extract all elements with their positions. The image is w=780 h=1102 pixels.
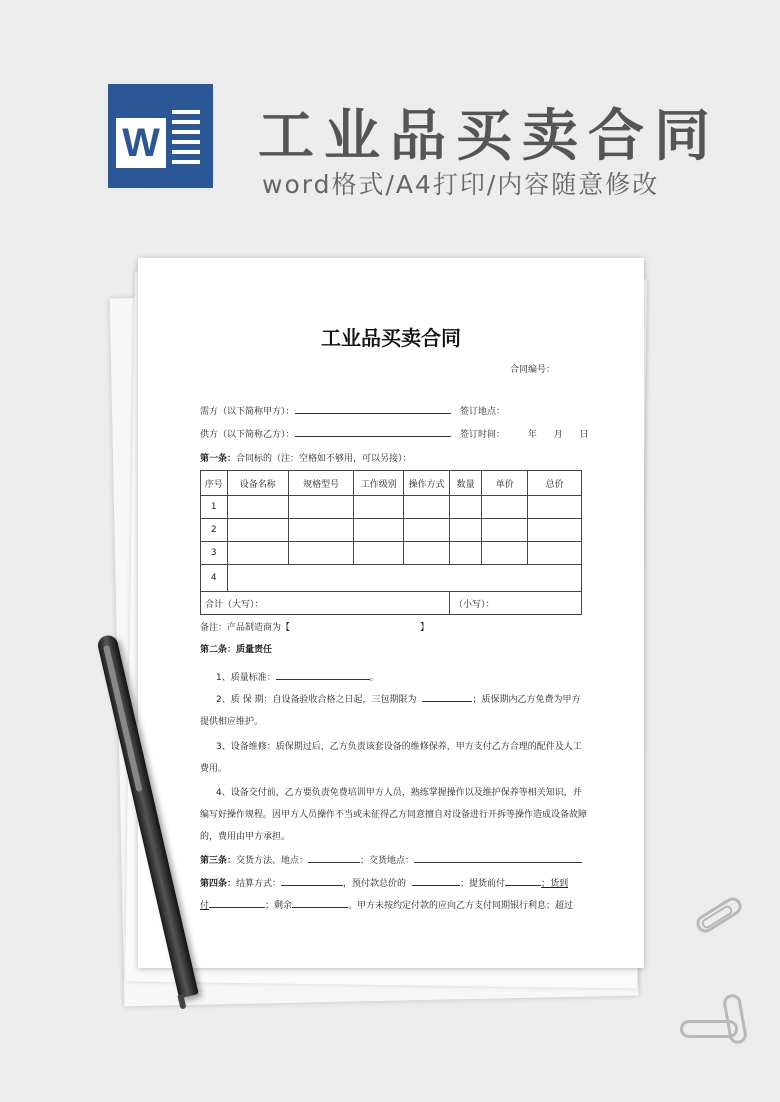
- article-3-title: 第三条：: [200, 856, 237, 866]
- table-header: 规格型号: [288, 471, 353, 496]
- buyer-line: [200, 404, 451, 417]
- row-number: 2: [201, 519, 228, 542]
- table-cell[interactable]: [227, 496, 288, 519]
- table-total-row: [201, 592, 582, 615]
- pickup-blank[interactable]: [505, 876, 541, 886]
- prepay-blank[interactable]: [412, 876, 460, 886]
- quality-standard-blank[interactable]: [276, 670, 370, 680]
- table-cell[interactable]: [288, 496, 353, 519]
- table-cell[interactable]: [482, 496, 528, 519]
- table-header: 序号: [201, 471, 228, 496]
- document-title: 工业品买卖合同: [321, 326, 461, 350]
- article-3-text: 交货方法、地点：: [236, 856, 309, 866]
- prepay-label: ，预付款总价的: [343, 879, 407, 889]
- settlement-blank[interactable]: [281, 876, 343, 886]
- quality-2-rest: ；质保期内乙方免费为甲方: [472, 695, 581, 705]
- interest-text: 。甲方未按约定付款的应向乙方支付同期银行利息；超过: [348, 901, 574, 911]
- table-cell[interactable]: [354, 519, 404, 542]
- quality-4-cont2: 的，费用由甲方承担。: [200, 832, 291, 842]
- article-4-cont: [200, 898, 573, 911]
- table-header: 工作级别: [354, 471, 404, 496]
- table-cell[interactable]: [482, 519, 528, 542]
- sign-time-line: [460, 427, 589, 440]
- quality-3-cont: 费用。: [200, 764, 228, 774]
- table-cell-merged[interactable]: [227, 565, 582, 592]
- article-1-text: 合同标的（注：空格如不够用，可以另接）：: [236, 454, 412, 464]
- table-cell[interactable]: [354, 496, 404, 519]
- table-header: 设备名称: [227, 471, 288, 496]
- seller-label: 供方（以下简称乙方）：: [200, 430, 295, 440]
- table-cell[interactable]: [528, 519, 582, 542]
- table-header: 总价: [528, 471, 582, 496]
- word-letter: W: [116, 118, 166, 168]
- table-header-row: [201, 471, 582, 496]
- pay-blank[interactable]: [209, 898, 265, 908]
- table-row: [201, 519, 582, 542]
- seller-line: [200, 427, 451, 440]
- contract-number-label: 合同编号：: [510, 365, 556, 375]
- sign-place-label: 签订地点：: [460, 407, 506, 417]
- quality-2-label: 2、质 保 期：自设备验收合格之日起，三包期限为: [216, 695, 417, 705]
- table-cell[interactable]: [227, 519, 288, 542]
- pickup-label: ；提货前付: [460, 879, 506, 889]
- delivery-place-label: ；交货地点：: [360, 856, 415, 866]
- table-cell[interactable]: [288, 542, 353, 565]
- article-3: [200, 853, 582, 866]
- table-header: 单价: [482, 471, 528, 496]
- article-4-title: 第四条：: [200, 879, 237, 889]
- sign-time-label: 签订时间：: [460, 430, 506, 440]
- table-cell[interactable]: [528, 496, 582, 519]
- total-uppercase-label: 合计（大写）：: [201, 592, 450, 615]
- table-cell[interactable]: [450, 496, 482, 519]
- quality-3: 3、设备维修：质保期过后，乙方负责该套设备的维修保养，甲方支付乙方合理的配件及人工: [216, 742, 582, 752]
- quality-1-label: 1、质量标准：: [216, 673, 276, 683]
- quality-1: [216, 670, 379, 683]
- table-cell[interactable]: [404, 519, 450, 542]
- table-cell[interactable]: [528, 542, 582, 565]
- note-close: 】: [420, 623, 430, 633]
- table-cell[interactable]: [227, 542, 288, 565]
- article-1-title: 第一条：: [200, 454, 237, 464]
- article-2-title: 第二条：质量责任: [200, 645, 273, 655]
- seller-blank: [295, 427, 451, 437]
- quality-2-cont: 提供相应维护。: [200, 717, 264, 727]
- table-cell[interactable]: [354, 542, 404, 565]
- remaining-blank[interactable]: [292, 898, 348, 908]
- settlement-label: 结算方式：: [236, 879, 282, 889]
- table-cell[interactable]: [404, 542, 450, 565]
- buyer-label: 需方（以下简称甲方）：: [200, 407, 295, 417]
- banner-title: 工业品买卖合同: [258, 104, 720, 169]
- table-header: 数量: [450, 471, 482, 496]
- row-number: 3: [201, 542, 228, 565]
- buyer-blank: [295, 404, 451, 414]
- table-row: [201, 542, 582, 565]
- table-row: [201, 496, 582, 519]
- quality-4: 4、设备交付前，乙方要负责免费培训甲方人员，熟练掌握操作以及维护保养等相关知识，并: [216, 788, 582, 798]
- table-cell[interactable]: [450, 542, 482, 565]
- quality-4-cont: 编写好操作规程。因甲方人员操作不当或未征得乙方同意擅自对设备进行开拆等操作造成设备故障: [200, 810, 588, 820]
- total-small-label: （小写）：: [450, 592, 582, 615]
- word-icon: [108, 84, 213, 188]
- table-cell[interactable]: [450, 519, 482, 542]
- row-number: 4: [201, 565, 228, 592]
- row-number: 1: [201, 496, 228, 519]
- note-line: [200, 620, 429, 633]
- remaining-label: ；剩余: [265, 901, 293, 911]
- month-label: 月: [553, 430, 563, 440]
- delivery-method-blank[interactable]: [308, 853, 360, 863]
- table-cell[interactable]: [404, 496, 450, 519]
- table-header: 操作方式: [404, 471, 450, 496]
- document-page: [138, 258, 644, 968]
- goods-table: [200, 470, 582, 615]
- article-1: [200, 451, 412, 464]
- banner-subtitle: word格式/A4打印/内容随意修改: [262, 170, 660, 199]
- pay-label: 付: [200, 901, 210, 911]
- quality-2: [216, 692, 580, 705]
- year-label: 年: [527, 430, 537, 440]
- day-label: 日: [579, 430, 589, 440]
- table-row: [201, 565, 582, 592]
- doc-lines-icon: [172, 110, 200, 170]
- article-4: [200, 876, 568, 889]
- table-cell[interactable]: [288, 519, 353, 542]
- delivery-place-blank[interactable]: [414, 853, 582, 863]
- note-label: 备注：产品制造商为【: [200, 623, 291, 633]
- quality-1-end: 。: [369, 673, 379, 683]
- on-arrival-label: ；货到: [541, 879, 569, 889]
- warranty-blank[interactable]: [422, 692, 472, 702]
- table-cell[interactable]: [482, 542, 528, 565]
